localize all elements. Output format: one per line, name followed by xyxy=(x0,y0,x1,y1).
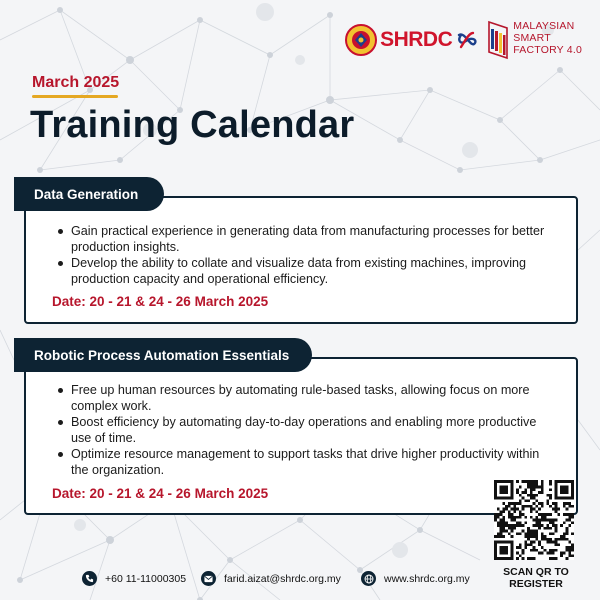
partner-logos xyxy=(345,20,582,60)
website-url: www.shrdc.org.my xyxy=(384,572,470,585)
page-title: Training Calendar xyxy=(30,104,355,146)
bullet-item: Free up human resources by automating rule-based tasks, allowing focus on more complex work. xyxy=(56,382,560,414)
course-bullets xyxy=(56,223,560,287)
phone-number: +60 11-11000305 xyxy=(105,572,187,585)
course-bullets xyxy=(56,382,560,478)
website-contact[interactable] xyxy=(361,571,470,586)
email-address: farid.aizat@shrdc.org.my xyxy=(224,572,341,585)
course-title-pill: Data Generation xyxy=(14,177,164,211)
course-date: Date: 20 - 21 & 24 - 26 March 2025 xyxy=(52,486,269,501)
course-title-pill: Robotic Process Automation Essentials xyxy=(14,338,312,372)
bullet-item: Develop the ability to collate and visualize data from existing machines, improving production capacity and operational efficiency. xyxy=(56,255,560,287)
shrdc-logo xyxy=(345,24,477,56)
malaysian-smart-factory-logo xyxy=(487,20,582,60)
globe-icon xyxy=(361,571,376,586)
msf-flag-icon xyxy=(487,20,509,60)
msf-line-1: MALAYSIAN xyxy=(513,20,575,32)
state-crest-icon xyxy=(345,24,377,56)
month-underline xyxy=(32,95,118,98)
month-label: March 2025 xyxy=(32,74,120,91)
bullet-item: Gain practical experience in generating data from manufacturing processes for better production insights. xyxy=(56,223,560,255)
contact-footer xyxy=(0,571,480,587)
bullet-item: Boost efficiency by automating day-to-day operations and enabling more productive use of time. xyxy=(56,414,560,446)
shrdc-wordmark: SHRDC xyxy=(380,28,453,51)
qr-caption-line-2: REGISTER xyxy=(509,578,563,590)
email-icon xyxy=(201,571,216,586)
email-contact[interactable] xyxy=(201,571,341,586)
msf-line-2: SMART xyxy=(513,32,551,44)
shrdc-knot-icon xyxy=(455,29,477,51)
bullet-item: Optimize resource management to support tasks that drive higher productivity within the organization. xyxy=(56,446,560,478)
register-qr-code[interactable] xyxy=(494,480,574,560)
course-card-data-generation xyxy=(24,196,578,324)
course-date: Date: 20 - 21 & 24 - 26 March 2025 xyxy=(52,294,269,309)
qr-caption xyxy=(490,566,582,590)
msf-wordmark xyxy=(513,20,582,56)
phone-icon xyxy=(82,571,97,586)
qr-caption-line-1: SCAN QR TO xyxy=(503,566,569,578)
phone-contact[interactable] xyxy=(82,571,186,586)
msf-line-3: FACTORY 4.0 xyxy=(513,44,582,56)
